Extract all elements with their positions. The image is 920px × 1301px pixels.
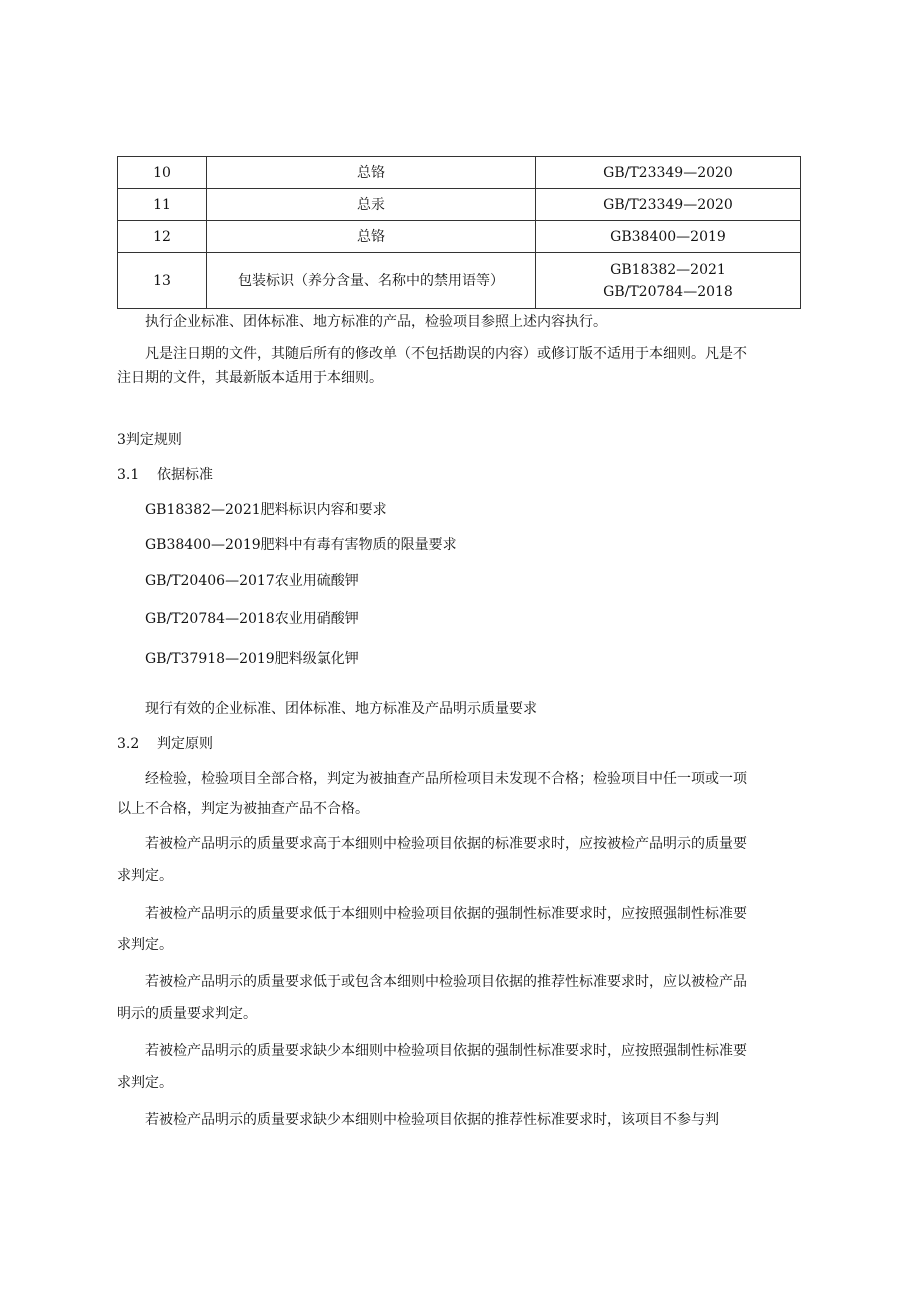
paragraph-dated-docs: 凡是注日期的文件，其随后所有的修改单（不包括勘误的内容）或修订版不适用于本细则。凡是不 [145, 346, 747, 362]
standard-ref: GB/T23349—2020 [536, 189, 801, 221]
paragraph-enterprise-std: 执行企业标准、团体标准、地方标准的产品，检验项目参照上述内容执行。 [145, 314, 607, 330]
rule-paragraph: 若被检产品明示的质量要求低于或包含本细则中检验项目依据的推荐性标准要求时，应以被检产品 [145, 974, 747, 990]
standard-ref: GB/T23349—2020 [536, 157, 801, 189]
standard-ref: GB38400—2019 [536, 221, 801, 253]
rule-paragraph-cont: 求判定。 [117, 1075, 173, 1091]
rule-paragraph: 若被检产品明示的质量要求高于本细则中检验项目依据的标准要求时，应按被检产品明示的质量要 [145, 836, 747, 852]
inspection-items-table [117, 156, 801, 309]
standard-item: GB/T20784—2018农业用硝酸钾 [145, 611, 359, 627]
rule-paragraph: 若被检产品明示的质量要求缺少本细则中检验项目依据的强制性标准要求时，应按照强制性标准要 [145, 1043, 747, 1059]
section-3-2-heading [117, 734, 213, 754]
standard-ref-line: GB18382—2021 [610, 261, 726, 278]
inspection-item: 总铬 [207, 157, 536, 189]
row-number: 11 [118, 189, 207, 221]
standard-ref-line: GB/T20784—2018 [603, 283, 733, 300]
rule-paragraph: 经检验，检验项目全部合格，判定为被抽查产品所检项目未发现不合格；检验项目中任一项或一项 [145, 771, 747, 787]
section-3-heading: 3判定规则 [117, 432, 182, 448]
table-row [118, 189, 801, 221]
inspection-item: 包装标识（养分含量、名称中的禁用语等） [207, 253, 536, 309]
inspection-item: 总铬 [207, 221, 536, 253]
rule-paragraph-cont: 明示的质量要求判定。 [117, 1006, 257, 1022]
row-number: 13 [118, 253, 207, 309]
rule-paragraph-cont: 求判定。 [117, 937, 173, 953]
current-standards-text: 现行有效的企业标准、团体标准、地方标准及产品明示质量要求 [145, 701, 537, 717]
row-number: 10 [118, 157, 207, 189]
row-number: 12 [118, 221, 207, 253]
section-3-1-heading [117, 465, 213, 485]
standard-item: GB38400—2019肥料中有毒有害物质的限量要求 [145, 537, 457, 553]
section-number: 3.1 [117, 467, 140, 483]
rule-paragraph: 若被检产品明示的质量要求低于本细则中检验项目依据的强制性标准要求时，应按照强制性标准要 [145, 906, 747, 922]
section-title: 依据标准 [157, 467, 213, 483]
standard-item: GB18382—2021肥料标识内容和要求 [145, 502, 387, 518]
standard-item: GB/T37918—2019肥料级氯化钾 [145, 651, 359, 667]
table-row [118, 221, 801, 253]
section-number: 3.2 [117, 736, 140, 752]
table-row [118, 253, 801, 309]
standard-ref [536, 253, 801, 309]
standard-item: GB/T20406—2017农业用硫酸钾 [145, 573, 359, 589]
inspection-item: 总汞 [207, 189, 536, 221]
rule-paragraph-cont: 以上不合格，判定为被抽查产品不合格。 [117, 801, 369, 817]
rule-paragraph: 若被检产品明示的质量要求缺少本细则中检验项目依据的推荐性标准要求时，该项目不参与判 [145, 1112, 719, 1128]
rule-paragraph-cont: 求判定。 [117, 868, 173, 884]
paragraph-dated-docs-cont: 注日期的文件，其最新版本适用于本细则。 [117, 370, 383, 386]
table-row [118, 157, 801, 189]
section-title: 判定原则 [157, 736, 213, 752]
